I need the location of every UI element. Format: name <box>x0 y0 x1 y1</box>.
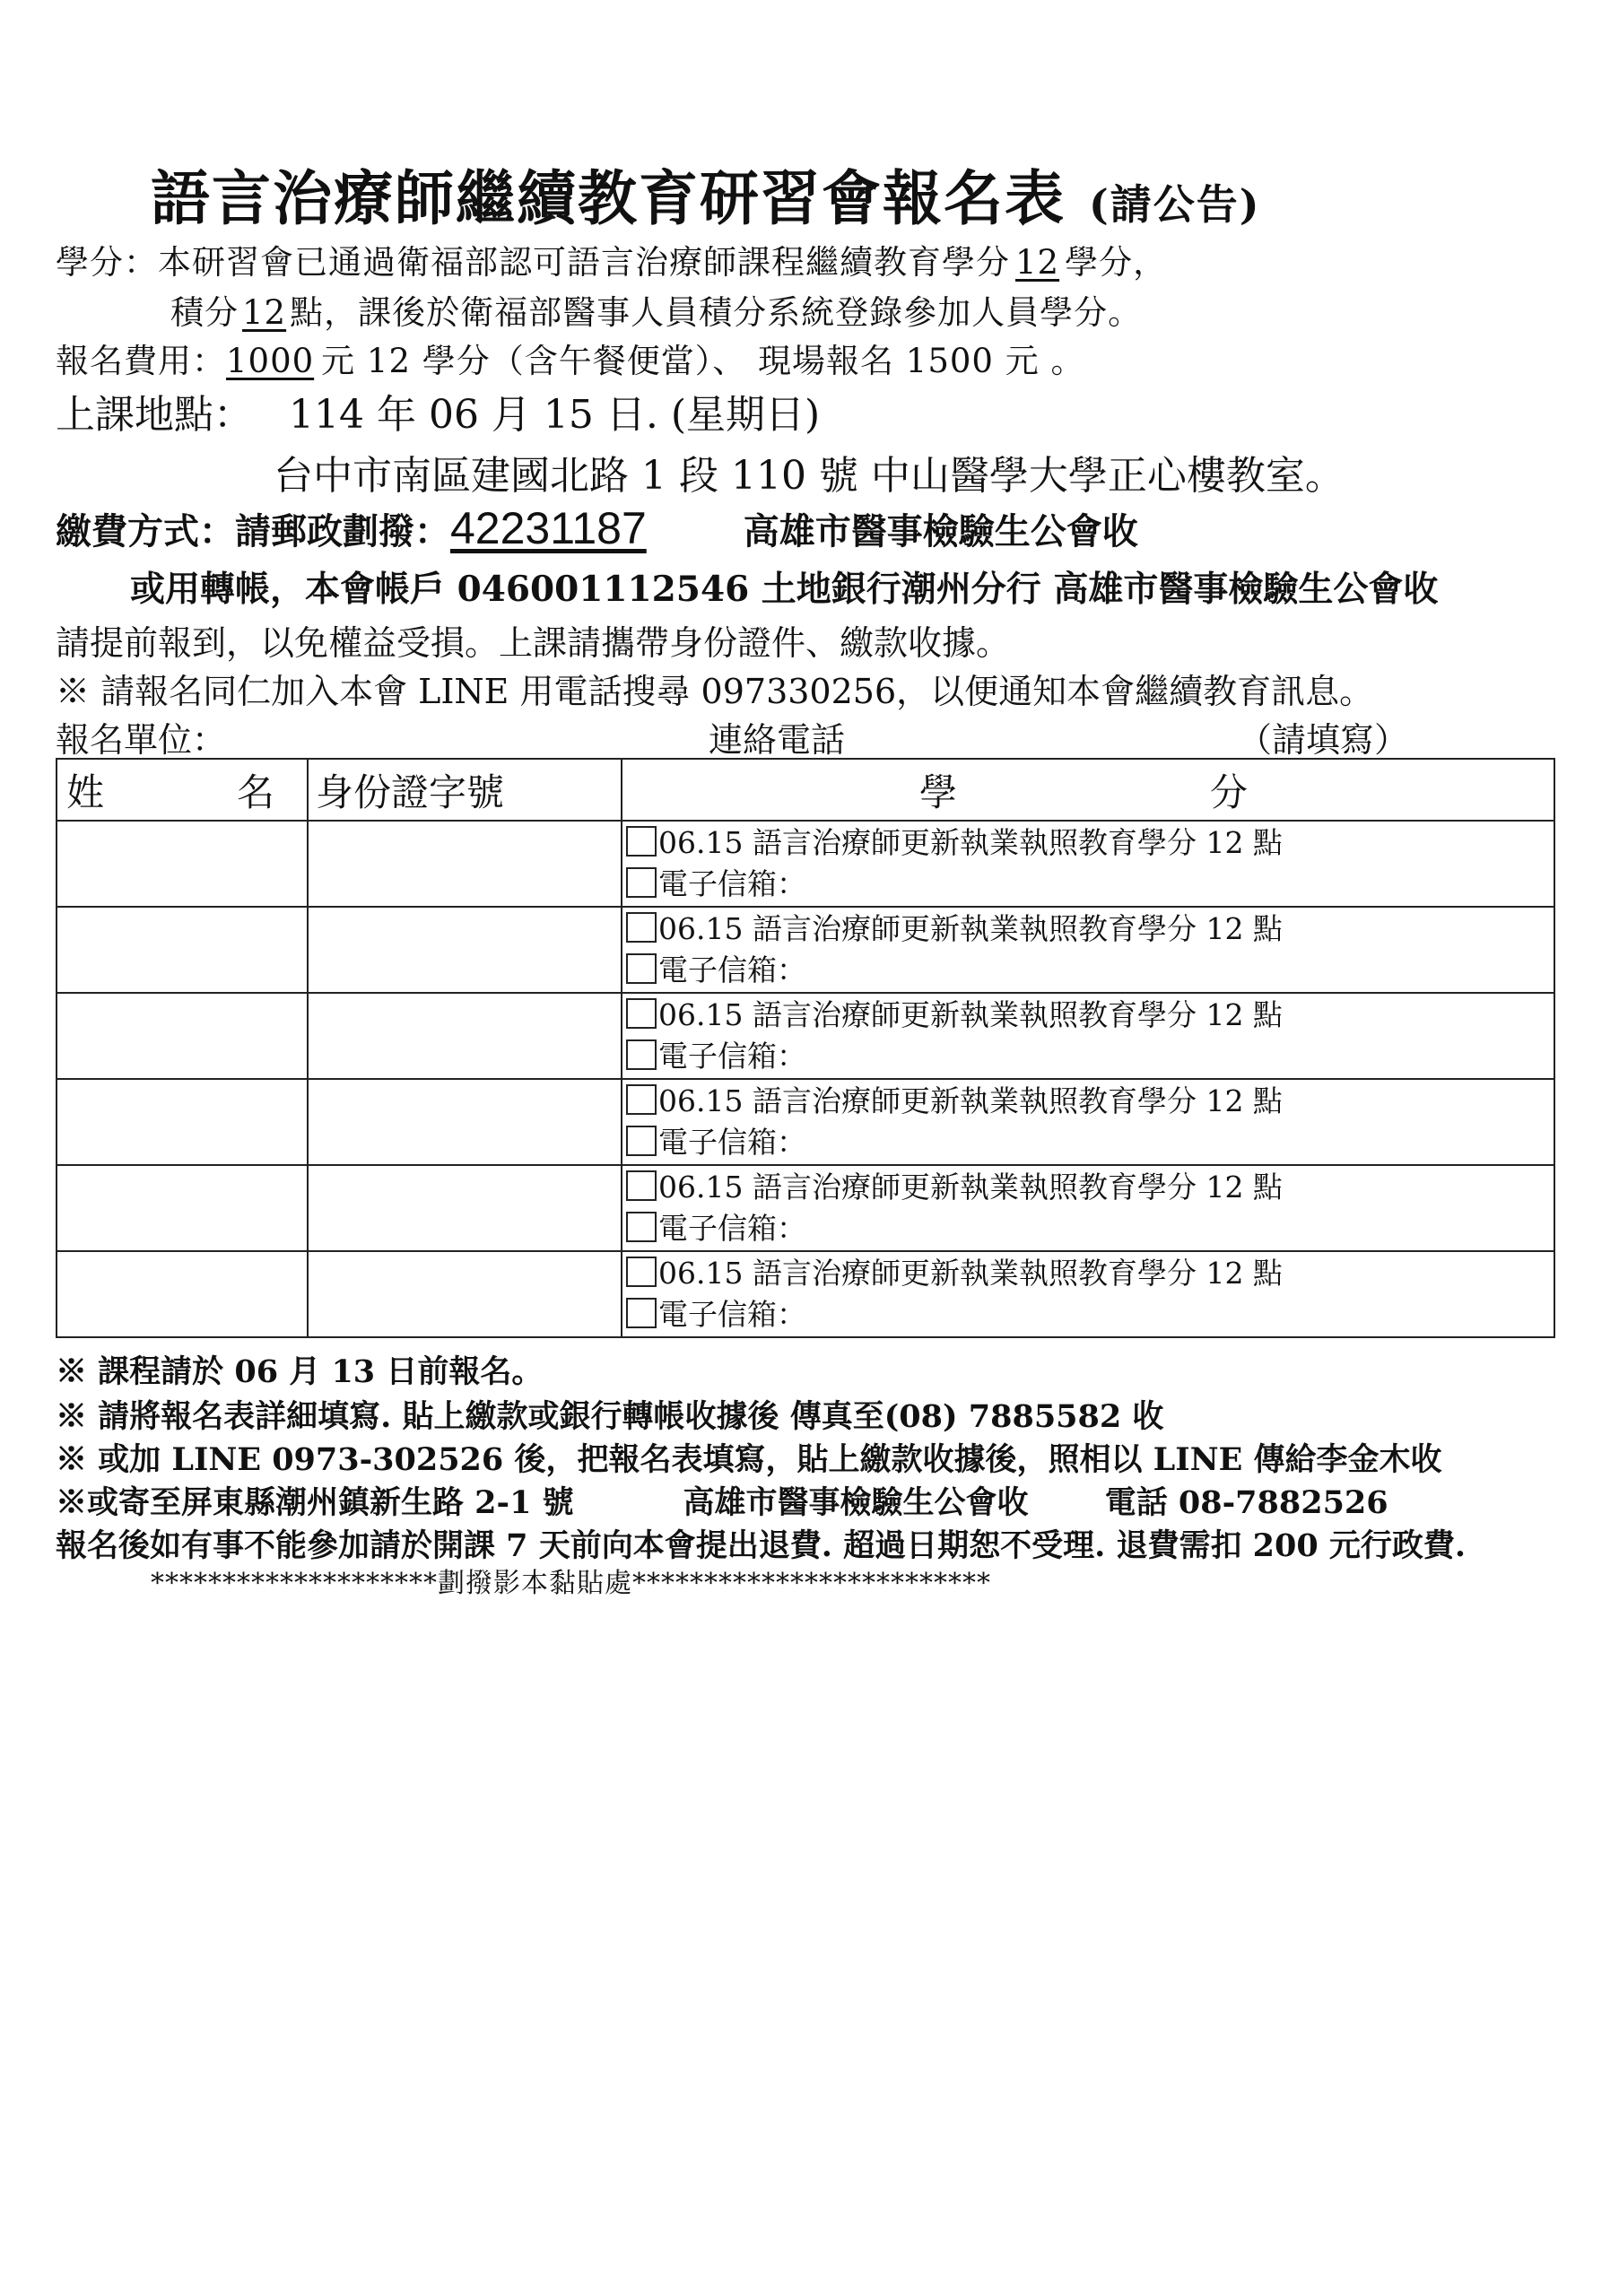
id-cell[interactable] <box>308 993 622 1079</box>
checkbox[interactable] <box>626 826 657 857</box>
location-label: 上課地點： <box>56 392 253 438</box>
course-label: 06.15 語言治療師更新執業執照教育學分 12 點 <box>658 1170 1283 1205</box>
paste-area-note: ********************劃撥影本黏貼處************************* <box>151 1568 991 1599</box>
credit-text-a: 本研習會已通過衛福部認可語言治療師課程繼續教育學分 <box>158 243 1010 282</box>
credit-line-2 <box>170 285 1142 334</box>
registration-table <box>56 758 1555 1338</box>
credit-label: 學分： <box>56 243 158 282</box>
payment-transfer: 或用轉帳，本會帳戶 046001112546 土地銀行潮州分行 高雄市醫事檢驗生公會收 <box>130 569 1439 610</box>
location-line <box>56 382 820 439</box>
table-row <box>57 993 1554 1079</box>
payment-line <box>56 502 1138 554</box>
credit-cell <box>622 1251 1554 1337</box>
name-cell[interactable] <box>57 993 308 1079</box>
id-cell[interactable] <box>308 821 622 907</box>
email-option <box>626 1036 1554 1077</box>
table-row <box>57 1251 1554 1337</box>
phone-label: 連絡電話 <box>709 720 846 760</box>
reminder-text: 請提前報到，以免權益受損。上課請攜帶身份證件、繳款收據。 <box>56 623 1011 663</box>
email-label: 電子信箱： <box>658 1211 806 1246</box>
email-label: 電子信箱： <box>658 1039 806 1074</box>
credit-cell <box>622 907 1554 993</box>
email-option <box>626 1122 1554 1163</box>
credit-line2-b: 點，課後於衛福部醫事人員積分系統登錄參加人員學分。 <box>290 293 1143 332</box>
credit-points: 12 <box>1015 243 1060 282</box>
note-3: ※ 或加 LINE 0973-302526 後，把報名表填寫，貼上繳款收據後，照相以 LINE 傳給李金木收 <box>56 1441 1442 1478</box>
id-cell[interactable] <box>308 907 622 993</box>
header-credit-b: 分 <box>1209 770 1248 814</box>
header-name <box>57 759 308 821</box>
header-credit-a: 學 <box>918 770 957 814</box>
checkbox[interactable] <box>626 912 657 943</box>
course-option <box>626 1253 1554 1294</box>
email-label: 電子信箱： <box>658 1125 806 1160</box>
fee-rest: 元 12 學分（含午餐便當）、 現場報名 1500 元 。 <box>321 342 1085 380</box>
checkbox[interactable] <box>626 1298 657 1328</box>
course-option <box>626 995 1554 1036</box>
location-date: 114 年 06 月 15 日. (星期日) <box>289 392 821 438</box>
note-2: ※ 請將報名表詳細填寫. 貼上繳款或銀行轉帳收據後 傳真至(08) 7885582 收 <box>56 1398 1164 1435</box>
fee-amount: 1000 <box>226 342 315 380</box>
checkbox[interactable] <box>626 1170 657 1201</box>
course-option <box>626 909 1554 950</box>
credit-cell <box>622 821 1554 907</box>
email-label: 電子信箱： <box>658 1297 806 1332</box>
payment-label: 繳費方式：請郵政劃撥： <box>56 510 450 552</box>
id-cell[interactable] <box>308 1251 622 1337</box>
course-option <box>626 822 1554 864</box>
email-label: 電子信箱： <box>658 866 806 901</box>
table-row <box>57 1079 1554 1165</box>
payment-payee: 高雄市醫事檢驗生公會收 <box>743 510 1138 552</box>
credit-cell <box>622 1079 1554 1165</box>
location-address: 台中市南區建國北路 1 段 110 號 中山醫學大學正心樓教室。 <box>274 453 1345 499</box>
checkbox[interactable] <box>626 1212 657 1242</box>
table-row <box>57 907 1554 993</box>
name-cell[interactable] <box>57 1251 308 1337</box>
fill-note: （請填寫） <box>1238 720 1409 760</box>
email-option <box>626 1294 1554 1335</box>
checkbox[interactable] <box>626 953 657 984</box>
header-name-a: 姓 <box>66 770 105 814</box>
name-cell[interactable] <box>57 1165 308 1251</box>
email-option <box>626 950 1554 991</box>
course-label: 06.15 語言治療師更新執業執照教育學分 12 點 <box>658 1256 1283 1291</box>
table-header-row <box>57 759 1554 821</box>
name-cell[interactable] <box>57 821 308 907</box>
header-name-b: 名 <box>236 770 274 814</box>
course-label: 06.15 語言治療師更新執業執照教育學分 12 點 <box>658 825 1283 860</box>
credit-cell <box>622 993 1554 1079</box>
note-1: ※ 課程請於 06 月 13 日前報名。 <box>56 1353 544 1390</box>
email-option <box>626 1208 1554 1249</box>
course-label: 06.15 語言治療師更新執業執照教育學分 12 點 <box>658 1083 1283 1118</box>
email-label: 電子信箱： <box>658 952 806 987</box>
course-option <box>626 1081 1554 1122</box>
id-cell[interactable] <box>308 1079 622 1165</box>
course-label: 06.15 語言治療師更新執業執照教育學分 12 點 <box>658 911 1283 946</box>
line-notice: ※ 請報名同仁加入本會 LINE 用電話搜尋 097330256，以便通知本會繼續教育訊息。 <box>56 672 1374 711</box>
fee-line <box>56 334 1084 382</box>
unit-label: 報名單位： <box>56 720 227 760</box>
table-row <box>57 1165 1554 1251</box>
checkbox[interactable] <box>626 1084 657 1115</box>
header-credit <box>622 759 1554 821</box>
page-title <box>151 151 1261 236</box>
id-cell[interactable] <box>308 1165 622 1251</box>
credit-text-b: 學分， <box>1065 243 1168 282</box>
note-5: 報名後如有事不能參加請於開課 7 天前向本會提出退費. 超過日期恕不受理. 退費需扣 200 元行政費. <box>56 1527 1467 1564</box>
payment-account: 42231187 <box>450 503 647 553</box>
credit-line2-a: 積分 <box>170 293 239 332</box>
checkbox[interactable] <box>626 1126 657 1156</box>
course-option <box>626 1167 1554 1208</box>
note-4: ※或寄至屏東縣潮州鎮新生路 2-1 號 高雄市醫事檢驗生公會收 電話 08-7882526 <box>56 1484 1388 1521</box>
name-cell[interactable] <box>57 907 308 993</box>
credit-cell <box>622 1165 1554 1251</box>
credit-line2-points: 12 <box>242 293 287 332</box>
email-option <box>626 864 1554 905</box>
checkbox[interactable] <box>626 1039 657 1070</box>
fee-label: 報名費用： <box>56 342 226 380</box>
checkbox[interactable] <box>626 998 657 1029</box>
name-cell[interactable] <box>57 1079 308 1165</box>
header-id-text: 身份證字號 <box>316 770 505 814</box>
header-id <box>308 759 622 821</box>
checkbox[interactable] <box>626 867 657 898</box>
title-note: (請公告) <box>1089 180 1261 229</box>
course-label: 06.15 語言治療師更新執業執照教育學分 12 點 <box>658 997 1283 1032</box>
checkbox[interactable] <box>626 1257 657 1287</box>
table-row <box>57 821 1554 907</box>
title-text: 語言治療師繼續教育研習會報名表 <box>151 163 1066 233</box>
credit-line-1 <box>56 235 1167 283</box>
